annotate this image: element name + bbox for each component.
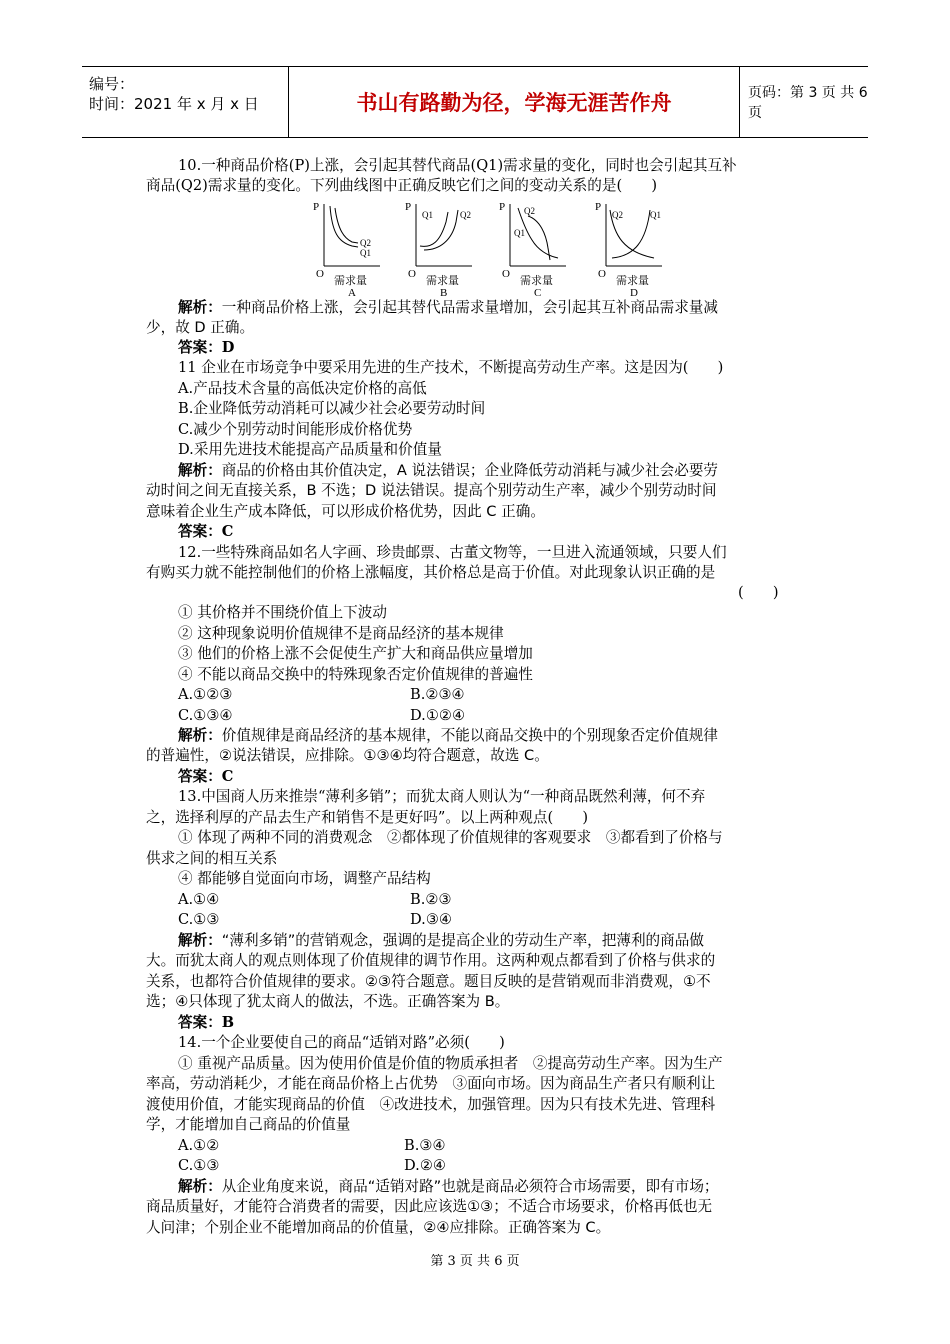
analysis-label: 解析： [178, 462, 222, 479]
q10-demand-charts [308, 196, 678, 306]
q11-option-a: A.产品技术含量的高低决定价格的高低 [178, 380, 427, 397]
q14-option-c: C.①③ [178, 1157, 220, 1174]
q14-item-line2: 率高，劳动消耗少，才能在商品价格上占优势 ③面向市场。因为商品生产者只有顺利让 [146, 1075, 716, 1092]
q13-analysis-line1 [178, 931, 704, 951]
chart-b-q1: Q1 [422, 210, 433, 220]
q13-analysis-line3: 关系，也都符合价值规律的要求。②③符合题意。题目反映的是营销观而非消费观，①不 [146, 973, 711, 990]
q11-option-c: C.减少个别劳动时间能形成价格优势 [178, 421, 413, 438]
q14-option-a: A.①② [178, 1137, 220, 1154]
chart-a-o: O [316, 268, 324, 280]
chart-a-xlabel: 需求量 [334, 274, 367, 287]
q12-paren: ( ) [738, 584, 779, 601]
analysis-label: 解析： [178, 299, 222, 316]
q14-option-d: D.②④ [404, 1157, 446, 1174]
q13-analysis-line2: 大。而犹太商人的观点则体现了价值规律的调节作用。这两种观点都看到了价格与供求的 [146, 952, 716, 969]
chart-d-p: P [595, 201, 602, 213]
q13-line1: 13.中国商人历来推崇“薄利多销”；而犹太商人则认为“一种商品既然利薄，何不弃 [178, 788, 706, 805]
chart-b-label: B [440, 287, 448, 299]
header-page: 页码：第 3 页 共 6 页 [748, 85, 868, 121]
chart-c-label: C [534, 287, 542, 299]
q11-option-d: D.采用先进技术能提高产品质量和价值量 [178, 441, 442, 458]
chart-c-xlabel: 需求量 [520, 274, 553, 287]
q11-analysis-line3: 意味着企业生产成本降低，可以形成价格优势，因此 C 正确。 [146, 503, 545, 520]
chart-a-q2: Q2 [360, 238, 371, 248]
chart-c-p: P [499, 201, 506, 213]
q13-item-line1: ① 体现了两种不同的消费观念 ②都体现了价值规律的客观要求 ③都看到了价格与 [178, 829, 723, 846]
q11-analysis-line2: 动时间之间无直接关系，B 不选；D 说法错误。提高个别劳动生产率，减少个别劳动时间 [146, 482, 717, 499]
q13-answer: 答案：B [178, 1014, 235, 1031]
analysis-text: 从企业角度来说，商品“适销对路”也就是商品必须符合市场需要，即有市场； [221, 1178, 719, 1195]
chart-d-o: O [598, 268, 606, 280]
q13-option-a: A.①④ [178, 891, 220, 908]
q12-option-b: B.②③④ [410, 686, 465, 703]
q10-line2: 商品(Q2)需求量的变化。下列曲线图中正确反映它们之间的变动关系的是( ) [146, 177, 658, 194]
q12-line2: 有购买力就不能控制他们的价格上涨幅度，其价格总是高于价值。对此现象认识正确的是 [146, 564, 716, 581]
q12-item4: ④ 不能以商品交换中的特殊现象否定价值规律的普遍性 [178, 666, 533, 683]
chart-a-q1: Q1 [360, 248, 371, 258]
chart-a-p: P [313, 201, 320, 213]
q14-analysis-line1 [178, 1177, 719, 1197]
page-footer: 第 3 页 共 6 页 [430, 1254, 520, 1269]
q12-item1: ① 其价格并不围绕价值上下波动 [178, 604, 387, 621]
q13-line2: 之，选择利厚的产品去生产和销售不是更好吗”。以上两种观点( ) [146, 809, 589, 826]
q12-answer: 答案：C [178, 768, 234, 785]
q12-line1: 12.一些特殊商品如名人字画、珍贵邮票、古董文物等，一旦进入流通领域，只要人们 [178, 544, 727, 561]
q11-option-b: B.企业降低劳动消耗可以减少社会必要劳动时间 [178, 400, 486, 417]
q10-analysis-line2: 少，故 D 正确。 [146, 319, 255, 336]
q12-analysis-line2: 的普遍性，②说法错误，应排除。①③④均符合题意，故选 C。 [146, 747, 549, 764]
chart-a-label: A [348, 287, 356, 299]
q13-option-b: B.②③ [410, 891, 452, 908]
analysis-label: 解析： [178, 932, 222, 949]
q12-option-d: D.①②④ [410, 707, 466, 724]
header-date: 时间：2021 年 x 月 x 日 [89, 95, 259, 113]
chart-d-xlabel: 需求量 [616, 274, 649, 287]
q13-option-d: D.③④ [410, 911, 452, 928]
chart-c-o: O [502, 268, 510, 280]
chart-c-q1: Q1 [514, 228, 525, 238]
q12-option-a: A.①②③ [178, 686, 233, 703]
q14-option-b: B.③④ [404, 1137, 446, 1154]
chart-b-p: P [405, 201, 412, 213]
chart-d-label: D [630, 287, 638, 299]
analysis-text: 商品的价格由其价值决定，A 说法错误；企业降低劳动消耗与减少社会必要劳 [221, 462, 719, 479]
analysis-text: 价值规律是商品经济的基本规律，不能以商品交换中的个别现象否定价值规律 [221, 727, 718, 744]
q13-analysis-line4: 选；④只体现了犹太商人的做法，不选。正确答案为 B。 [146, 993, 510, 1010]
q13-option-c: C.①③ [178, 911, 220, 928]
chart-b [405, 201, 472, 299]
header-meta [82, 67, 289, 137]
q10-answer: 答案：D [178, 339, 235, 356]
q13-item-line3: ④ 都能够自觉面向市场，调整产品结构 [178, 870, 431, 887]
q13-item-line2: 供求之间的相互关系 [146, 850, 278, 867]
chart-b-xlabel: 需求量 [426, 274, 459, 287]
chart-a [313, 201, 380, 299]
analysis-text: 一种商品价格上涨，会引起其替代品需求量增加，会引起其互补商品需求量减 [221, 299, 718, 316]
q11-analysis-line1 [178, 461, 718, 481]
q14-item-line4: 学，才能增加自己商品的价值量 [146, 1116, 351, 1133]
q12-item2: ② 这种现象说明价值规律不是商品经济的基本规律 [178, 625, 504, 642]
q11-stem: 11 企业在市场竞争中要采用先进的生产技术，不断提高劳动生产率。这是因为( ) [178, 359, 724, 376]
q12-option-c: C.①③④ [178, 707, 233, 724]
q12-analysis-line1 [178, 726, 718, 746]
chart-d-q2: Q2 [612, 210, 623, 220]
chart-b-o: O [408, 268, 416, 280]
chart-d [595, 201, 662, 299]
chart-c-q2: Q2 [524, 206, 535, 216]
q14-line1: 14.一个企业要使自己的商品“适销对路”必须( ) [178, 1034, 505, 1051]
header-motto: 书山有路勤为径，学海无涯苦作舟 [289, 67, 740, 137]
chart-d-q1: Q1 [650, 210, 661, 220]
q10-line1: 10.一种商品价格(P)上涨，会引起其替代商品(Q1)需求量的变化，同时也会引起其互补 [178, 157, 737, 174]
serial-number: 编号： [89, 75, 135, 93]
q14-analysis-line2: 商品质量好，才能符合消费者的需要，因此应该选①③；不适合市场要求，价格再低也无 [146, 1198, 713, 1215]
q14-item-line3: 渡使用价值，才能实现商品的价值 ④改进技术，加强管理。因为只有技术先进、管理科 [146, 1096, 716, 1113]
q14-item-line1: ① 重视产品质量。因为使用价值是价值的物质承担者 ②提高劳动生产率。因为生产 [178, 1055, 723, 1072]
analysis-label: 解析： [178, 727, 222, 744]
q10-analysis-line1 [178, 298, 718, 318]
q14-analysis-line3: 人问津；个别企业不能增加商品的价值量，②④应排除。正确答案为 C。 [146, 1219, 611, 1236]
analysis-text: “薄利多销”的营销观念，强调的是提高企业的劳动生产率，把薄利的商品做 [221, 932, 704, 949]
chart-c [499, 201, 566, 299]
chart-b-q2: Q2 [460, 210, 471, 220]
analysis-label: 解析： [178, 1178, 222, 1195]
q12-item3: ③ 他们的价格上涨不会促使生产扩大和商品供应量增加 [178, 645, 533, 662]
q11-answer: 答案：C [178, 523, 234, 540]
page-header [82, 66, 868, 138]
